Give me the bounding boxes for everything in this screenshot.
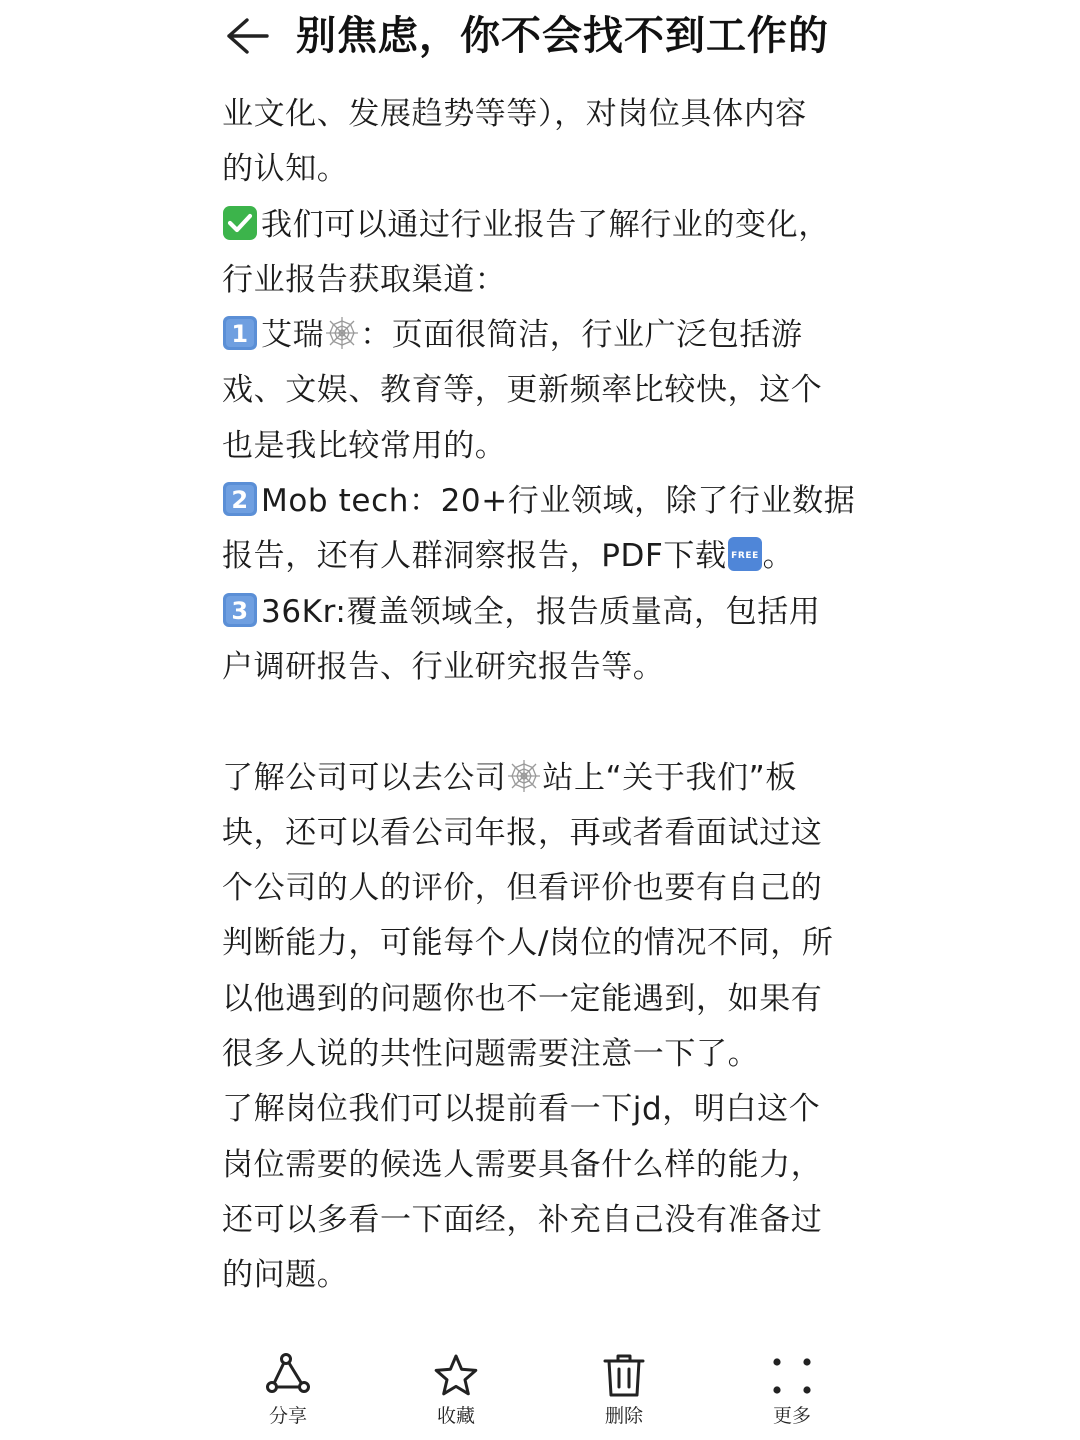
share-button[interactable] (238, 1352, 338, 1432)
text-line-content: Mob tech：20+行业领域，除了行业数据 (261, 483, 856, 520)
text-line-content: 艾瑞 (261, 317, 325, 354)
spider-web-icon (506, 757, 542, 812)
top-bar (0, 0, 1080, 80)
page-title: 别焦虑，你不会找不到工作的 (296, 13, 829, 59)
more-dots-icon (768, 1353, 816, 1399)
star-icon (432, 1353, 480, 1399)
text-line (222, 585, 862, 640)
text-line: 也是我比较常用的。 (222, 427, 507, 464)
text-line: 的认知。 (222, 151, 349, 188)
text-line-content: 。 (762, 538, 795, 575)
more-button[interactable] (742, 1352, 842, 1432)
text-line-content: 了解公司可以去公司 (222, 759, 507, 796)
paragraph-gap (222, 695, 862, 750)
note-body (222, 87, 862, 1304)
keycap-two-icon (222, 480, 258, 535)
bottom-action-bar (0, 1340, 1080, 1440)
text-line-content: ：页面很简洁，行业广泛包括游 (360, 317, 803, 354)
text-line: 的问题。 (222, 1257, 349, 1294)
text-line: 了解岗位我们可以提前看一下jd，明白这个 (222, 1091, 821, 1128)
text-line (222, 474, 862, 529)
arrow-left-icon (223, 16, 269, 56)
text-line (222, 529, 862, 584)
text-line: 个公司的人的评价，但看评价也要有自己的 (222, 870, 823, 907)
favorite-label: 收藏 (436, 1405, 475, 1427)
more-label: 更多 (772, 1405, 811, 1427)
text-line (222, 308, 862, 363)
free-text: FREE (730, 551, 759, 562)
text-line-content: 报告，还有人群洞察报告，PDF下载 (222, 538, 727, 575)
share-label: 分享 (268, 1405, 307, 1427)
spider-web-icon (324, 314, 360, 369)
keycap-digit: 2 (231, 486, 249, 515)
text-line (222, 751, 862, 806)
trash-icon (600, 1353, 648, 1399)
favorite-button[interactable] (406, 1352, 506, 1432)
text-line: 以他遇到的问题你也不一定能遇到，如果有 (222, 980, 823, 1017)
keycap-one-icon (222, 314, 258, 369)
keycap-three-icon (222, 591, 258, 646)
keycap-digit: 1 (231, 320, 249, 349)
text-line: 判断能力，可能每个人/岗位的情况不同，所 (222, 925, 834, 962)
text-line: 还可以多看一下面经，补充自己没有准备过 (222, 1201, 823, 1238)
delete-label: 删除 (604, 1405, 643, 1427)
back-button[interactable] (218, 10, 274, 62)
keycap-digit: 3 (231, 596, 249, 625)
text-line: 块，还可以看公司年报，再或者看面试过这 (222, 814, 823, 851)
check-mark-icon (222, 204, 258, 259)
free-button-icon (727, 535, 763, 590)
text-line: 戏、文娱、教育等，更新频率比较快，这个 (222, 372, 823, 409)
text-line: 行业报告获取渠道： (222, 261, 507, 298)
text-line: 户调研报告、行业研究报告等。 (222, 648, 665, 685)
text-line: 很多人说的共性问题需要注意一下了。 (222, 1036, 760, 1073)
share-icon (264, 1353, 312, 1399)
text-line: 业文化、发展趋势等等），对岗位具体内容 (222, 96, 807, 132)
text-line (222, 198, 862, 253)
text-line: 岗位需要的候选人需要具备什么样的能力， (222, 1146, 823, 1183)
text-line-content: 我们可以通过行业报告了解行业的变化， (261, 206, 830, 243)
text-line-content: 36Kr:覆盖领域全，报告质量高，包括用 (261, 593, 821, 630)
text-line-content: 站上“关于我们”板 (542, 759, 797, 796)
delete-button[interactable] (574, 1352, 674, 1432)
